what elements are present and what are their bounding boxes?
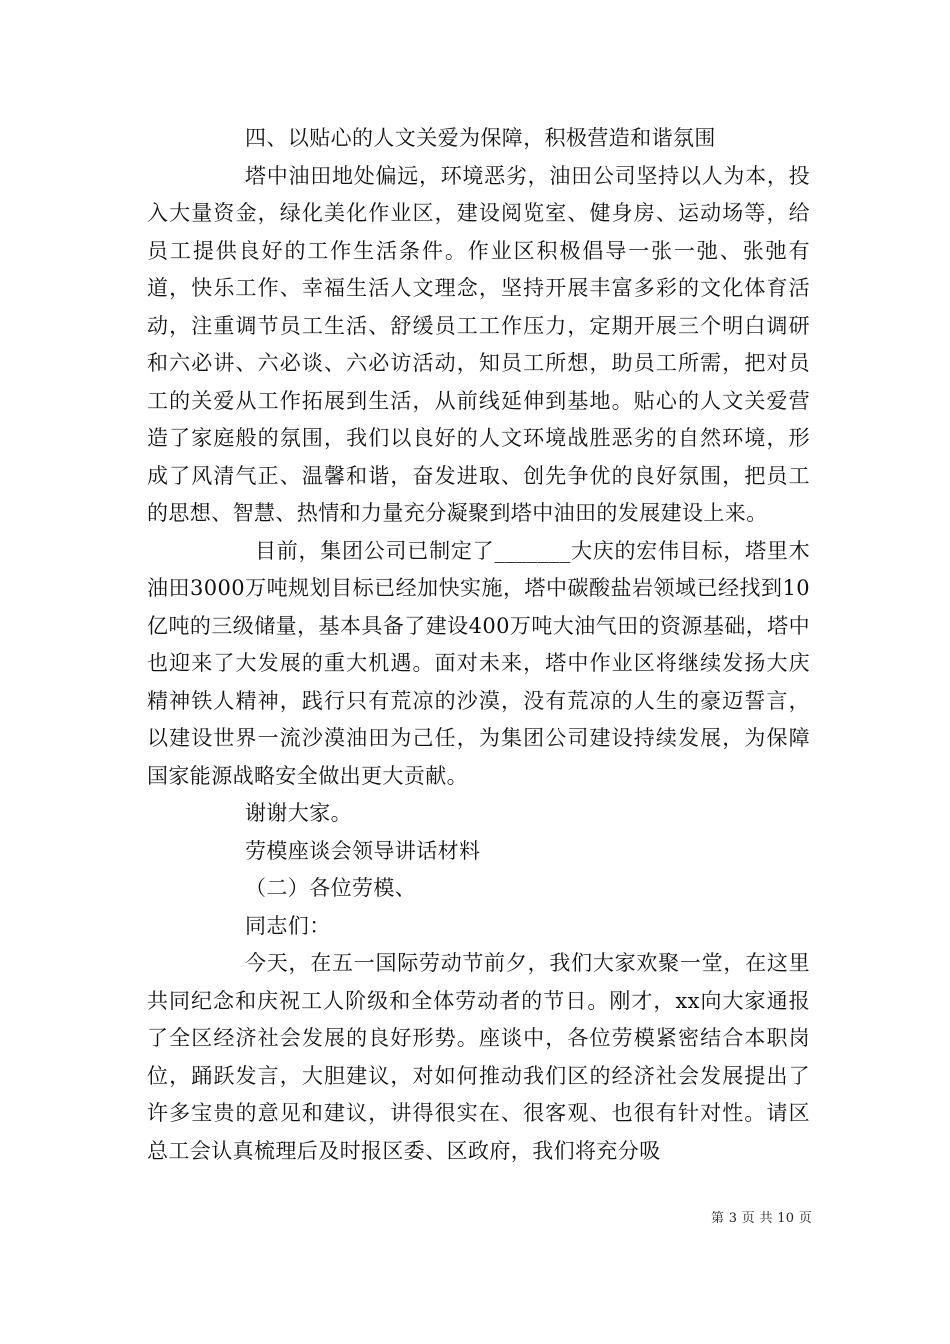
paragraph: 今天，在五一国际劳动节前夕，我们大家欢聚一堂，在这里共同纪念和庆祝工人阶级和全体劳动者的节日。刚才，xx向大家通报了全区经济社会发展的良好形势。座谈中，各位劳模紧密结合本职岗位，踊跃发言，大胆建议，对如何推动我们区的经济社会发展提出了许多宝贵的意见和建议，讲得很实在、很客观、也很有针对性。请区总工会认真梳理后及时报区委、区政府，我们将充分吸 bbox=[147, 951, 810, 1163]
paragraph: 塔中油田地处偏远，环境恶劣，油田公司坚持以人为本，投入大量资金，绿化美化作业区，建设阅览室、健身房、运动场等，给员工提供良好的工作生活条件。作业区积极倡导一张一弛、张弛有道，快乐工作、幸福生活人文理念，坚持开展丰富多彩的文化体育活动，注重调节员工生活、舒缓员工工作压力，定期开展三个明白调研和六必讲、六必谈、六必访活动，知员工所想，助员工所需，把对员工的关爱从工作拓展到生活，从前线延伸到基地。贴心的人文关爱营造了家庭般的氛围，我们以良好的人文环境战胜恶劣的自然环境，形成了风清气正、温馨和谐，奋发进取、创先争优的良好氛围，把员工的思想、智慧、热情和力量充分凝聚到塔中油田的发展建设上来。 bbox=[147, 163, 810, 525]
paragraph: 目前，集团公司已制定了_______大庆的宏伟目标，塔里木油田3000万吨规划目标已经加快实施，塔中碳酸盐岩领域已经找到10亿吨的三级储量，基本具备了建设400万吨大油气田的资源基础，塔中也迎来了大发展的重大机遇。面对未来，塔中作业区将继续发扬大庆精神铁人精神，践行只有荒凉的沙漠，没有荒凉的人生的豪迈誓言，以建设世界一流沙漠油田为己任，为集团公司建设持续发展，为保障国家能源战略安全做出更大贡献。 bbox=[147, 538, 810, 788]
document-title: 劳模座谈会领导讲话材料 bbox=[245, 838, 481, 863]
section-heading: 四、以贴心的人文关爱为保障，积极营造和谐氛围 bbox=[245, 126, 716, 150]
salutation: 同志们： bbox=[245, 913, 331, 938]
paragraph: 谢谢大家。 bbox=[245, 801, 352, 825]
document-body bbox=[147, 120, 810, 1170]
page-number: 第 3 页 共 10 页 bbox=[711, 1211, 813, 1226]
salutation: （二）各位劳模、 bbox=[245, 876, 417, 900]
